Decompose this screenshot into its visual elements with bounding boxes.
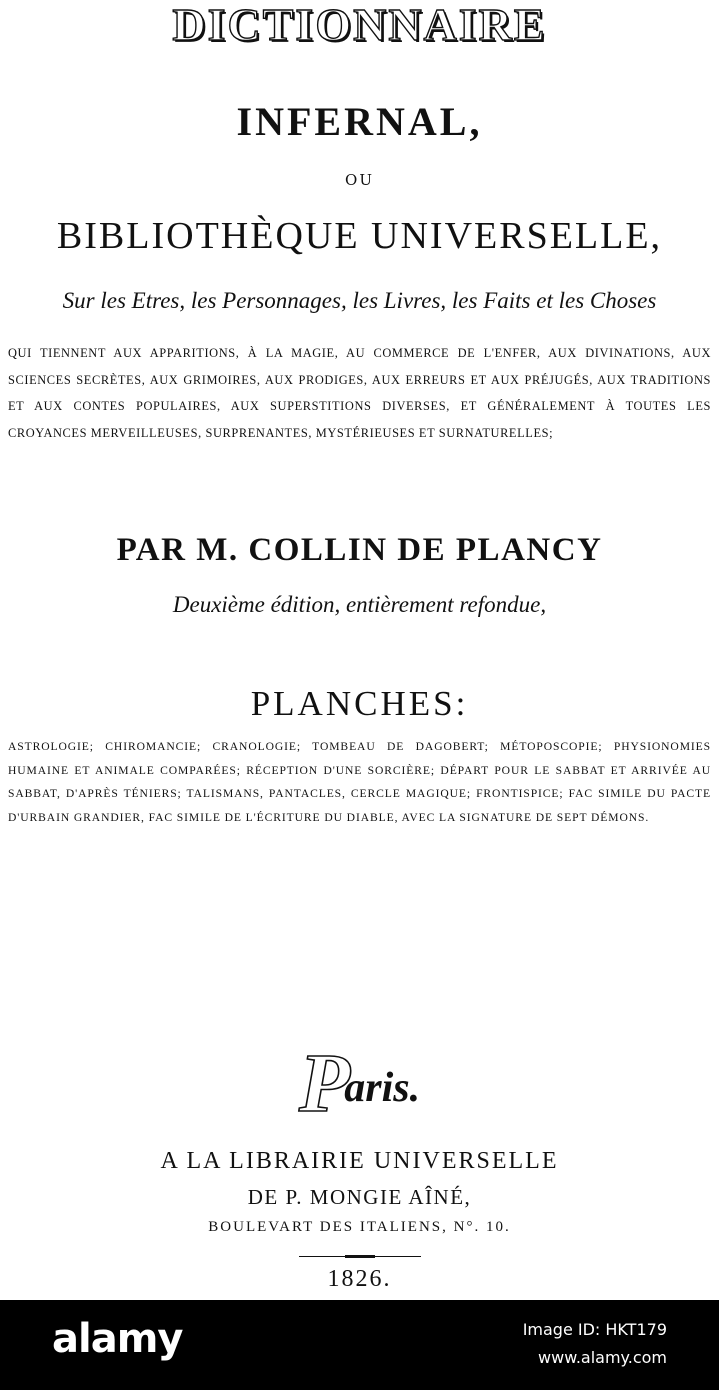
title-conjunction: OU	[345, 171, 374, 189]
publisher-line-2: DE P. MONGIE AÎNÉ,	[247, 1185, 472, 1209]
city-initial: P	[298, 1037, 351, 1130]
plates-heading: PLANCHES:	[250, 684, 469, 723]
city-rest: aris.	[344, 1065, 421, 1111]
image-id-label: Image ID: HKT179	[522, 1320, 667, 1339]
author-line: PAR M. COLLIN DE PLANCY	[116, 532, 603, 568]
publication-year: 1826.	[327, 1266, 392, 1292]
description-paragraph: QUI TIENNENT AUX APPARITIONS, À LA MAGIE, AU COMMERCE DE L'ENFER, AUX DIVINATIONS, AUX SCIENCES SECRÈTES, AUX GRIMOIRES, AUX PRODIGES, AUX ERREURS ET AUX PRÉJUGÉS, AUX TRADITIONS ET AUX CONTES POPULAIRES, AUX SUPERSTITIONS DIVERSES, ET GÉNÉRALEMENT À TOUTES LES CROYANCES MERVEILLEUSES, SURPRENANTES, MYSTÉRIEUSES ET SURNATURELLES;	[8, 346, 711, 440]
edition-line: Deuxième édition, entièrement refondue,	[172, 592, 547, 617]
book-subtitle: BIBLIOTHÈQUE UNIVERSELLE,	[56, 215, 663, 257]
website-label: www.alamy.com	[538, 1348, 667, 1367]
publisher-line-1: A LA LIBRAIRIE UNIVERSELLE	[160, 1148, 559, 1174]
publisher-address: BOULEVART DES ITALIENS, N°. 10.	[208, 1219, 511, 1235]
decorative-rule	[299, 1256, 421, 1257]
book-title-dictionnaire: DICTIONNAIRE	[172, 0, 547, 50]
plates-list: ASTROLOGIE; CHIROMANCIE; CRANOLOGIE; TOMBEAU DE DAGOBERT; MÉTOPOSCOPIE; PHYSIONOMIES HUMAINE ET ANIMALE COMPARÉES; RÉCEPTION D'UNE SORCIÈRE; DÉPART POUR LE SABBAT ET ARRIVÉE AU SABBAT, D'APRÈS TÉNIERS; TALISMANS, PANTACLES, CERCLE MAGIQUE; FRONTISPICE; FAC SIMILE DU PACTE D'URBAIN GRANDIER, FAC SIMILE DE L'ÉCRITURE DU DIABLE, AVEC LA SIGNATURE DE SEPT DÉMONS.	[8, 740, 711, 824]
subtitle-script-line: Sur les Etres, les Personnages, les Livres, les Faits et les Choses	[62, 288, 657, 313]
alamy-logo: alamy	[52, 1316, 183, 1362]
publication-city	[0, 1037, 719, 1130]
stock-watermark-footer	[0, 1300, 719, 1390]
book-title-infernal: INFERNAL,	[236, 99, 483, 144]
